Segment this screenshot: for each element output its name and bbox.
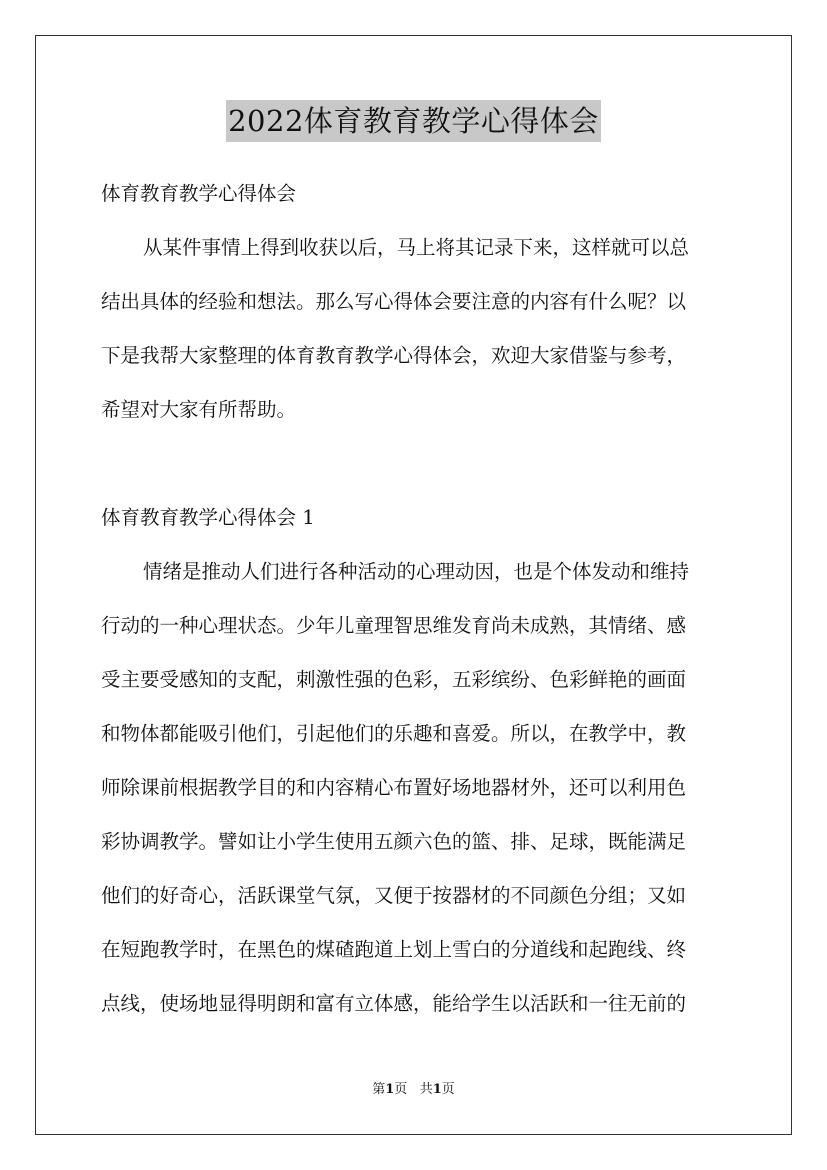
page-suffix: 页 xyxy=(394,1082,408,1097)
total-prefix: 共 xyxy=(419,1082,433,1097)
intro-line: 下是我帮大家整理的体育教育教学心得体会，欢迎大家借鉴与参考， xyxy=(101,344,687,367)
intro-line: 从某件事情上得到收获以后，马上将其记录下来，这样就可以总 xyxy=(143,236,690,259)
section-heading: 体育教育教学心得体会 1 xyxy=(101,506,315,529)
section-line: 受主要受感知的支配，刺激性强的色彩，五彩缤纷、色彩鲜艳的画面 xyxy=(101,668,687,691)
section-line: 彩协调教学。譬如让小学生使用五颜六色的篮、排、足球，既能满足 xyxy=(101,830,687,853)
page-footer xyxy=(0,1081,827,1099)
section-line: 在短跑教学时，在黑色的煤碴跑道上划上雪白的分道线和起跑线、终 xyxy=(101,938,687,961)
paragraph-gap xyxy=(101,437,729,491)
document-body xyxy=(101,167,729,1031)
title-container xyxy=(0,100,827,142)
page-current: 1 xyxy=(385,1082,395,1097)
intro-line: 希望对大家有所帮助。 xyxy=(101,398,297,421)
section-line: 他们的好奇心，活跃课堂气氛，又便于按器材的不同颜色分组；又如 xyxy=(101,884,687,907)
section-line: 和物体都能吸引他们，引起他们的乐趣和喜爱。所以，在教学中，教 xyxy=(101,722,687,745)
intro-line: 结出具体的经验和想法。那么写心得体会要注意的内容有什么呢？以 xyxy=(101,290,687,313)
section-line: 情绪是推动人们进行各种活动的心理动因，也是个体发动和维持 xyxy=(143,560,690,583)
section-line: 师除课前根据教学目的和内容精心布置好场地器材外，还可以利用色 xyxy=(101,776,687,799)
total-suffix: 页 xyxy=(441,1082,455,1097)
page-prefix: 第 xyxy=(372,1082,386,1097)
subheading: 体育教育教学心得体会 xyxy=(101,182,297,205)
document-title: 2022体育教育教学心得体会 xyxy=(226,100,601,142)
page-total: 1 xyxy=(432,1082,442,1097)
section-line: 行动的一种心理状态。少年儿童理智思维发育尚未成熟，其情绪、感 xyxy=(101,614,687,637)
section-line: 点线，使场地显得明朗和富有立体感，能给学生以活跃和一往无前的 xyxy=(101,992,687,1015)
